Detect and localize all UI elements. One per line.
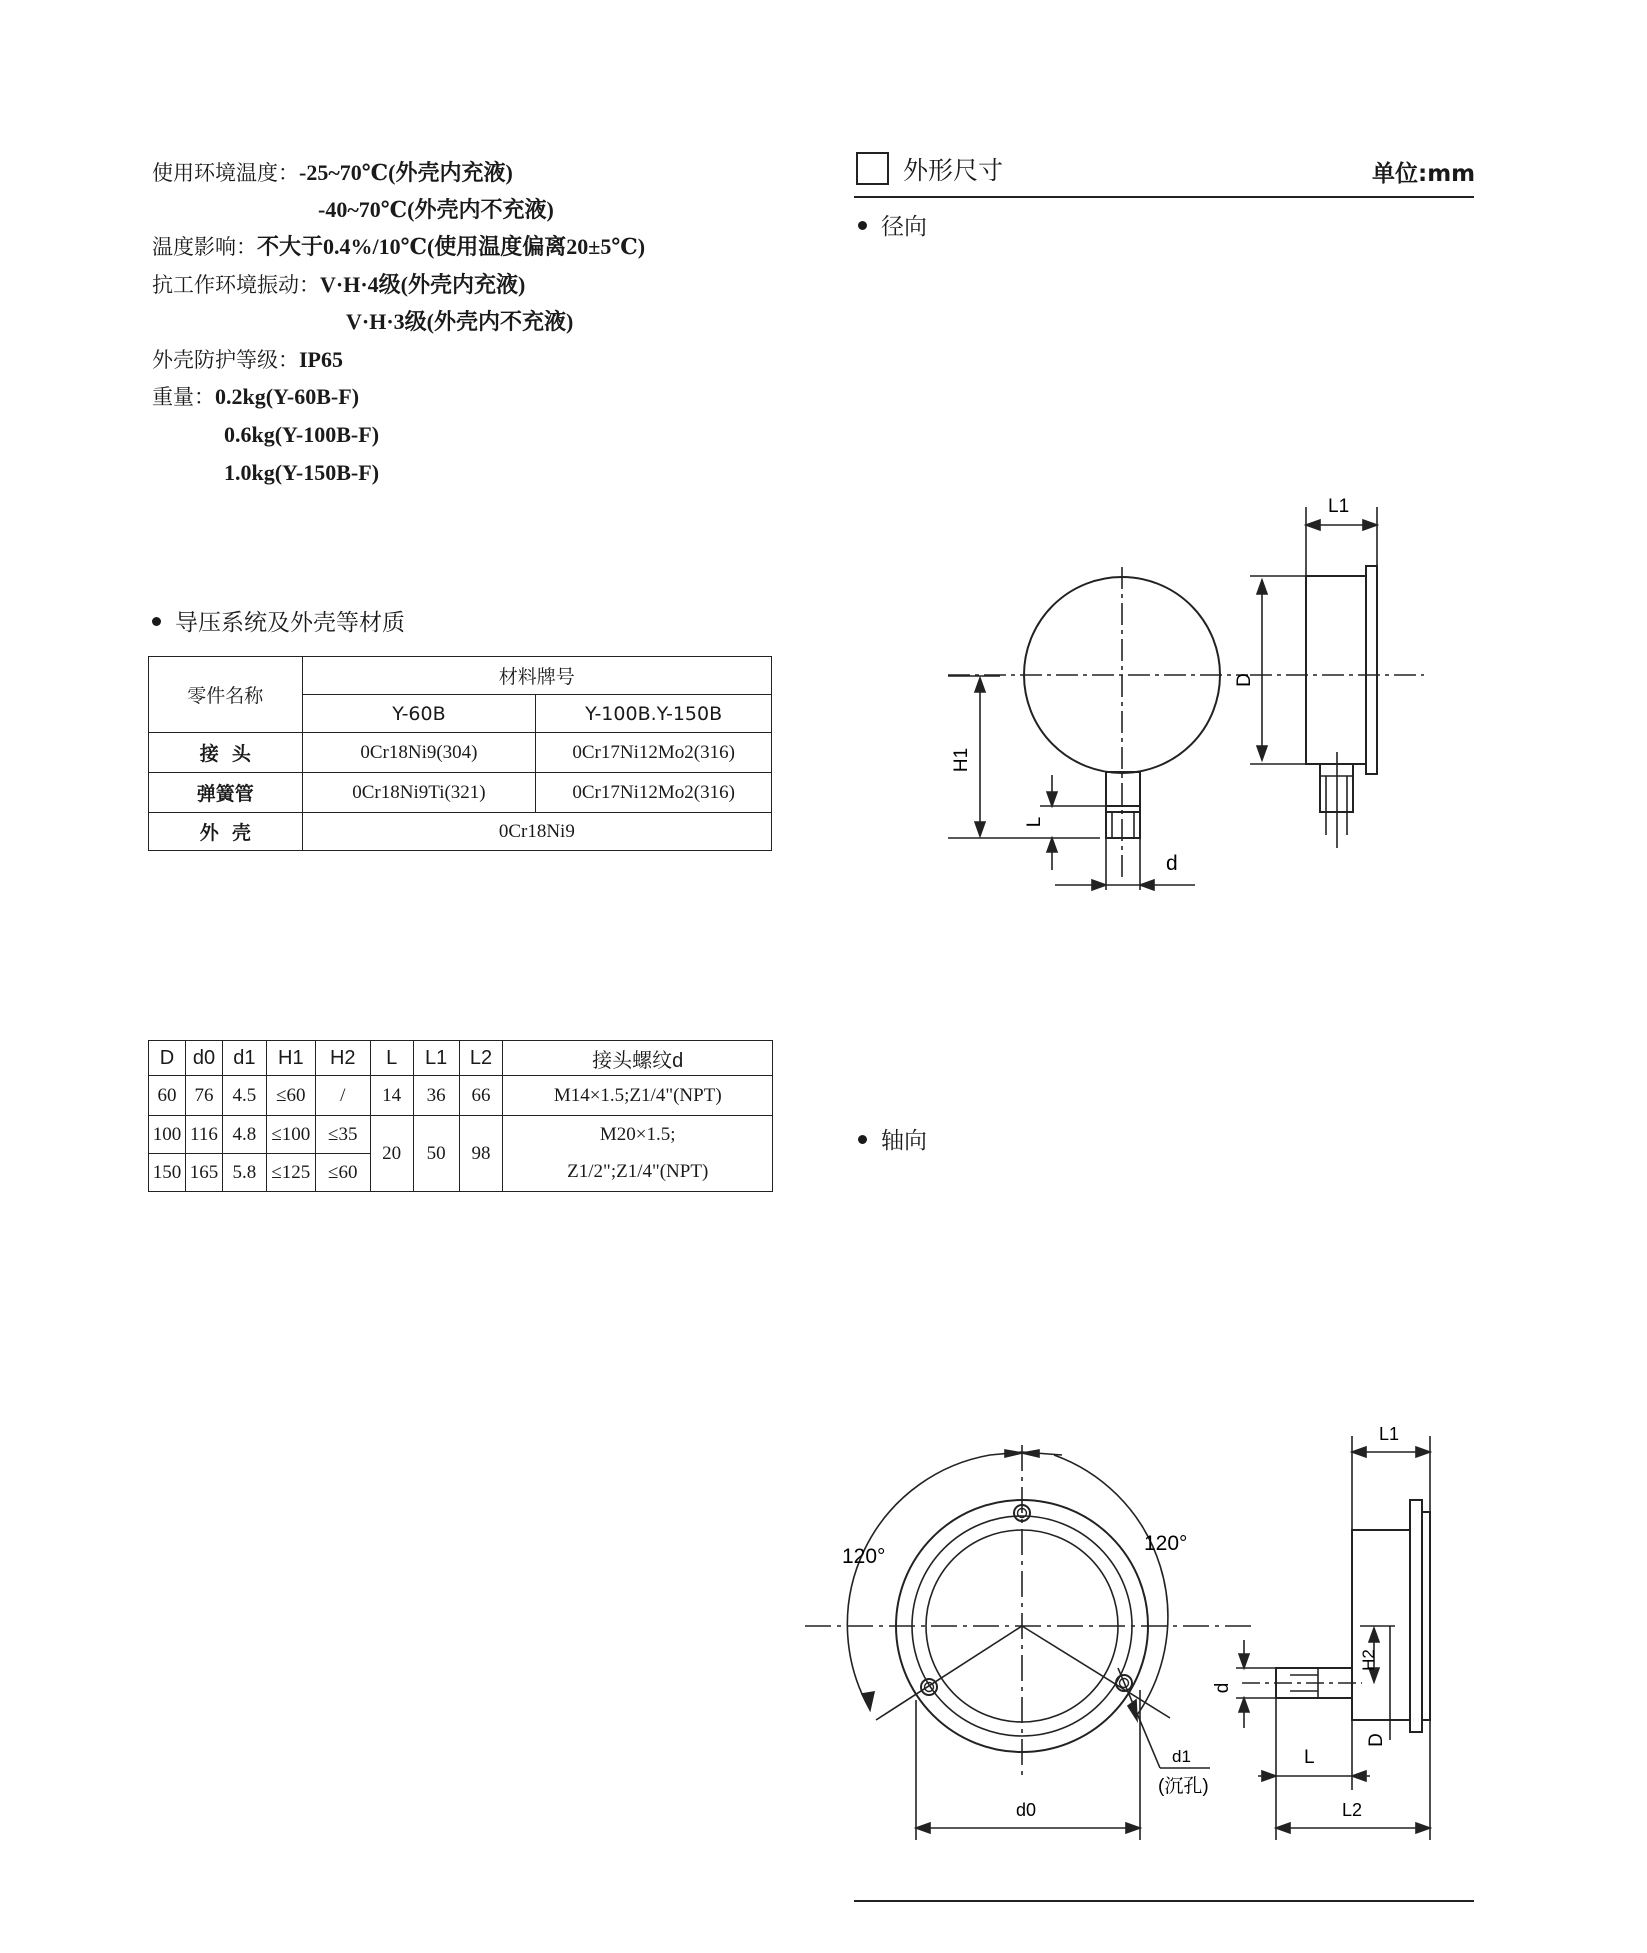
col-header: D [149, 1041, 186, 1076]
header-material-grade: 材料牌号 [302, 657, 771, 695]
spec-weight-2: 0.6kg(Y-100B-F) [224, 422, 380, 447]
unit-label: 单位:mm [1372, 161, 1476, 187]
spec-vibration-2: V·H·3级(外壳内不充液) [346, 309, 574, 334]
angle-label-left: 120° [842, 1545, 886, 1568]
cell: 150 [149, 1154, 186, 1192]
dim-label-d0: d0 [1016, 1800, 1037, 1820]
material-value: 0Cr18Ni9 [302, 813, 771, 851]
col-header: H1 [266, 1041, 315, 1076]
cell: 60 [149, 1076, 186, 1116]
dim-label-d1: d1 [1172, 1747, 1191, 1766]
radial-heading: 径向 [858, 208, 927, 241]
spec-temperature: 使用环境温度：-25~70℃(外壳内充液) [152, 160, 513, 185]
col-header: d1 [222, 1041, 266, 1076]
col-header: 接头螺纹d [503, 1041, 773, 1076]
spec-weight-3: 1.0kg(Y-150B-F) [224, 460, 380, 485]
materials-heading: 导压系统及外壳等材质 [152, 604, 405, 637]
part-name: 弹簧管 [149, 773, 303, 813]
dim-label-l1: L1 [1328, 496, 1350, 517]
col-header: L [370, 1041, 413, 1076]
spec-temp-effect: 温度影响：不大于0.4%/10℃(使用温度偏离20±5℃) [152, 234, 646, 259]
dim-label-d-outer: D [1366, 1733, 1387, 1747]
spec-weight: 重量：0.2kg(Y-60B-F) [152, 384, 360, 409]
cell: ≤35 [315, 1116, 370, 1154]
cell: 98 [459, 1116, 503, 1192]
dim-label-l: L [1304, 1747, 1315, 1768]
sink-hole-label: (沉孔) [1158, 1776, 1209, 1797]
cell: ≤60 [315, 1154, 370, 1192]
cell: Z1/2";Z1/4"(NPT) [503, 1154, 773, 1192]
dim-label-l: L [1024, 816, 1045, 828]
cell: 66 [459, 1076, 503, 1116]
dim-label-d: D [1234, 673, 1255, 687]
material-value: 0Cr17Ni12Mo2(316) [536, 773, 772, 813]
cell: 4.8 [222, 1116, 266, 1154]
material-value: 0Cr17Ni12Mo2(316) [536, 733, 772, 773]
part-name: 接 头 [149, 733, 303, 773]
dim-label-l1: L1 [1379, 1424, 1400, 1444]
col-header: d0 [185, 1041, 222, 1076]
axial-heading: 轴向 [858, 1122, 927, 1155]
cell: 165 [185, 1154, 222, 1192]
cell: ≤60 [266, 1076, 315, 1116]
header-y100b-y150b: Y-100B.Y-150B [536, 695, 772, 733]
col-header: L1 [413, 1041, 459, 1076]
cell: ≤125 [266, 1154, 315, 1192]
cell: M20×1.5; [503, 1116, 773, 1154]
cell: 76 [185, 1076, 222, 1116]
cell: M14×1.5;Z1/4"(NPT) [503, 1076, 773, 1116]
dim-label-h2: H2 [1359, 1649, 1378, 1671]
spec-temperature-2: -40~70℃(外壳内不充液) [318, 197, 554, 222]
cell: / [315, 1076, 370, 1116]
spec-vibration: 抗工作环境振动：V·H·4级(外壳内充液) [152, 272, 526, 297]
col-header: H2 [315, 1041, 370, 1076]
footer-rule [854, 1900, 1474, 1902]
part-name: 外 壳 [149, 813, 303, 851]
cell: 100 [149, 1116, 186, 1154]
outline-title: 外形尺寸 [903, 156, 1004, 185]
header-y60b: Y-60B [302, 695, 536, 733]
cell: 5.8 [222, 1154, 266, 1192]
material-value: 0Cr18Ni9(304) [302, 733, 536, 773]
cell: 36 [413, 1076, 459, 1116]
angle-label-right: 120° [1144, 1532, 1188, 1555]
cell: 4.5 [222, 1076, 266, 1116]
dim-label-h1: H1 [951, 747, 972, 773]
spec-protection: 外壳防护等级：IP65 [152, 347, 343, 372]
cell: 50 [413, 1116, 459, 1192]
dim-label-l2: L2 [1342, 1800, 1363, 1820]
header-part-name: 零件名称 [149, 657, 303, 733]
material-value: 0Cr18Ni9Ti(321) [302, 773, 536, 813]
col-header: L2 [459, 1041, 503, 1076]
cell: ≤100 [266, 1116, 315, 1154]
cell: 20 [370, 1116, 413, 1192]
dim-label-d-thread: d [1212, 1682, 1233, 1694]
cell: 116 [185, 1116, 222, 1154]
dim-label-d-thread: d [1166, 852, 1178, 875]
cell: 14 [370, 1076, 413, 1116]
